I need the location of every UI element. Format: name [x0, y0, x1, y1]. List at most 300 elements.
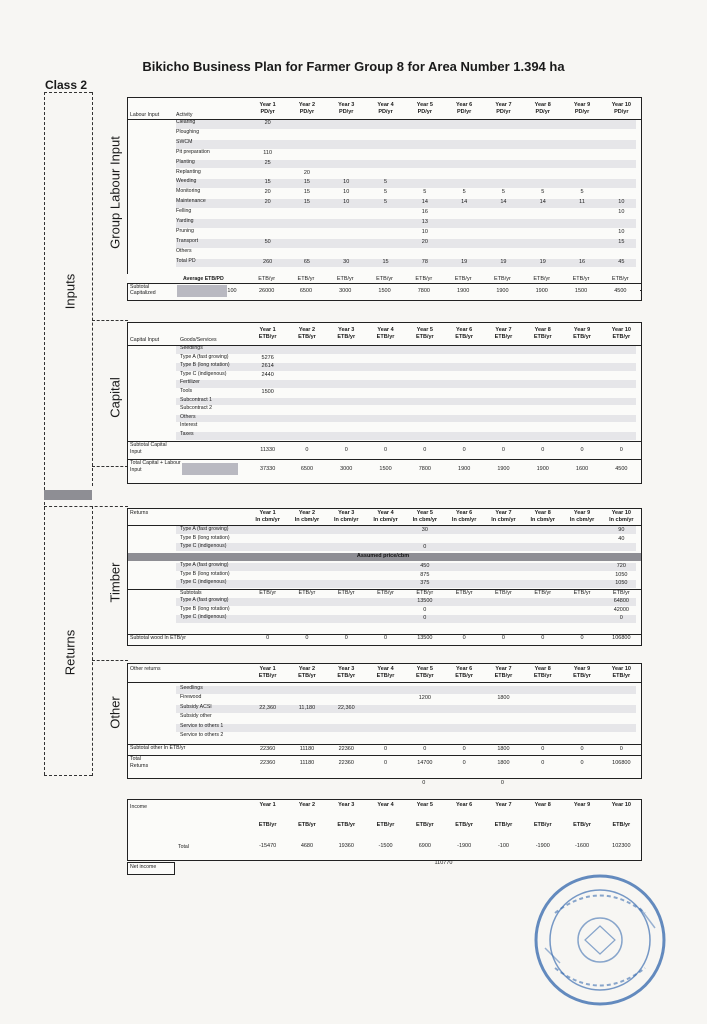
other-label: Firewood [180, 694, 202, 701]
labour-label: Total PD [176, 257, 196, 264]
labour-value: 20 [264, 199, 271, 206]
year-header: Year 7 ETB/yr [494, 666, 513, 679]
capital-total-value: 1900 [458, 466, 471, 472]
income-table [127, 799, 642, 861]
labour-label: Pit preparation [176, 148, 210, 155]
unit-label: ETB/yr [494, 822, 513, 828]
labour-label: Planting [176, 158, 195, 165]
bracket-top [44, 92, 92, 93]
timber-price-value: 1050 [615, 571, 628, 578]
average-label: Average ETB/PD [183, 276, 224, 282]
capital-label: Fertilizer [180, 379, 200, 386]
unit-label: ETB/yr [611, 276, 629, 282]
capital-label: Subcontract 1 [180, 396, 213, 403]
year-header: Year 9 PD/yr [573, 102, 591, 115]
capital-label: Type A (fast growing) [180, 353, 229, 360]
average-shaded-cell [177, 285, 227, 297]
unit-label: ETB/yr [376, 276, 393, 282]
year-header: Year 6 ETB/yr [455, 327, 474, 340]
labour-value: 5 [384, 179, 388, 186]
labour-value: 10 [618, 209, 625, 216]
other-label: Service to others 1 [180, 722, 224, 729]
year-header: Year 8 PD/yr [534, 102, 551, 115]
timber-subtotal-value: 0 [462, 635, 466, 641]
other-value: 1800 [497, 695, 510, 702]
income-label: Income [130, 804, 148, 810]
income-value: -1600 [575, 843, 590, 849]
year-header: Year 7 In cbm/yr [491, 510, 516, 523]
labour-subtotal-value: 1900 [535, 288, 548, 294]
labour-label: Clearing [176, 119, 196, 125]
below-value: 0 [422, 780, 426, 786]
labour-value: 15 [382, 258, 389, 265]
below-value: 0 [500, 780, 504, 786]
other-subtotal-label: Subtotal other In ETB/yr [130, 745, 186, 751]
page-title: Bikicho Business Plan for Farmer Group 8 for Area Number 1.394 ha [142, 59, 565, 74]
other-subtotal-value: 22360 [260, 746, 276, 752]
labour-subtotal-value: 1500 [574, 288, 588, 294]
labour-value: 19 [539, 258, 546, 265]
labour-bracket-bottom [92, 320, 128, 321]
income-total-label: Total [178, 844, 189, 850]
total-shaded-cell [182, 463, 238, 475]
timber-price-label: Type A (fast growing) [180, 562, 229, 568]
other-label: Service to others 2 [180, 732, 224, 738]
labour-value: 5 [541, 189, 545, 196]
average-value: 100 [227, 288, 237, 294]
year-header: Year 3 In cbm/yr [334, 510, 359, 523]
income-value: -1900 [535, 843, 550, 849]
year-header: Year 7 PD/yr [495, 102, 512, 115]
year-header: Year 8 ETB/yr [533, 666, 552, 679]
year-header: Year 6 [456, 802, 473, 808]
labour-header-input: Labour Input [130, 112, 160, 118]
year-header: Year 2 [298, 802, 316, 808]
capital-value: 5276 [261, 354, 274, 361]
year-header: Year 2 ETB/yr [298, 666, 316, 679]
other-total-value: 11180 [299, 760, 315, 766]
net-income-value: 110770 [434, 860, 453, 866]
other-subtotal-value: 22360 [338, 746, 354, 752]
labour-label: Yarding [176, 218, 194, 224]
income-value: 102300 [612, 843, 631, 849]
labour-label: Group Labour Input [107, 136, 123, 249]
timber-etb-value: 0 [423, 606, 427, 613]
timber-subtotal-value: 0 [541, 635, 545, 641]
timber-subtotal-value: 0 [344, 635, 348, 641]
year-header: Year 1 [259, 802, 276, 808]
unit-label: ETB/yr [495, 590, 512, 596]
outer-bracket-line [44, 92, 45, 775]
timber-etb-value: 0 [619, 615, 623, 622]
labour-label: Replanting [176, 168, 201, 175]
labour-subtotal-value: 26000 [259, 288, 275, 294]
timber-cbm-value: 30 [421, 527, 428, 533]
unit-label: ETB/yr [415, 276, 433, 282]
net-income-box [127, 862, 175, 875]
other-value: 1200 [418, 695, 431, 702]
other-total-label: Total Returns [130, 756, 149, 769]
income-value: 4680 [300, 843, 314, 849]
unit-label: ETB/yr [376, 822, 395, 828]
other-subtotal-value: 0 [462, 746, 466, 752]
labour-value: 15 [303, 189, 310, 196]
labour-label: Transport [176, 237, 199, 244]
labour-label: Maintenance [176, 198, 206, 205]
timber-price-value: 720 [616, 563, 626, 569]
capital-subtotal-value: 0 [344, 447, 348, 453]
year-header: Year 4 ETB/yr [376, 327, 395, 340]
capital-label: Seedlings [180, 345, 203, 351]
year-header: Year 5 [416, 802, 433, 808]
timber-price-value: 450 [420, 563, 430, 569]
labour-value: 25 [264, 159, 271, 166]
unit-label: ETB/yr [415, 822, 434, 828]
inputs-label: Inputs [62, 273, 78, 310]
returns-bracket-top [44, 506, 128, 507]
labour-label: Pruning [176, 227, 194, 234]
other-total-value: 1800 [497, 760, 510, 766]
labour-value: 14 [421, 199, 428, 206]
other-total-rule [128, 755, 641, 756]
capital-total-value: 1900 [536, 466, 549, 472]
income-value: 6900 [418, 843, 431, 849]
timber-price-label: Type C (indigenous) [180, 579, 227, 586]
labour-value: 20 [264, 120, 271, 126]
capital-total-value: 37330 [260, 466, 276, 472]
timber-bracket-bottom [92, 660, 128, 661]
timber-price-value: 375 [420, 580, 430, 587]
timber-subtotal-value: 0 [384, 635, 388, 641]
outer-bracket-bottom [44, 775, 92, 776]
labour-value: 14 [539, 199, 546, 206]
labour-value: 19 [461, 258, 468, 265]
labour-value: 15 [618, 238, 625, 245]
labour-label: Ploughing [176, 128, 200, 135]
labour-label: Weeding [176, 178, 197, 185]
class-label: Class 2 [45, 78, 88, 92]
year-header: Year 1 ETB/yr [258, 666, 277, 679]
other-total-value: 106800 [612, 760, 631, 766]
labour-table [127, 97, 642, 291]
year-header: Year 10 [611, 802, 631, 808]
capital-label: Interest [180, 422, 198, 429]
timber-etb-value: 64800 [613, 598, 629, 604]
labour-value: 19 [500, 258, 507, 265]
unit-label: ETB/yr [259, 590, 277, 596]
unit-label: ETB/yr [337, 822, 356, 828]
capital-total-value: 1600 [575, 466, 589, 472]
timber-price-value: 875 [420, 571, 430, 578]
year-header: Year 4 [377, 802, 394, 808]
labour-subtotal-value: 4500 [614, 288, 627, 294]
capital-total-value: 1500 [379, 466, 392, 472]
labour-value: 5 [423, 189, 427, 196]
capital-total-rule [128, 459, 641, 460]
labour-value: 5 [384, 189, 388, 196]
other-label: Other [107, 696, 123, 729]
capital-subtotal-value: 0 [580, 447, 584, 453]
labour-value: 5 [580, 189, 584, 196]
capital-subtotal-value: 0 [384, 447, 388, 453]
other-total-value: 0 [541, 760, 545, 766]
year-header: Year 8 ETB/yr [533, 327, 552, 340]
year-header: Year 3 ETB/yr [337, 327, 356, 340]
timber-price-value: 1050 [615, 580, 628, 587]
timber-cbm-value: 40 [618, 535, 625, 542]
other-subtotal-value: 0 [541, 746, 545, 752]
unit-label: ETB/yr [298, 822, 316, 828]
timber-etb-label: Type C (indigenous) [180, 614, 227, 621]
unit-label: ETB/yr [612, 822, 631, 828]
unit-label: ETB/yr [612, 590, 630, 596]
capital-label: Subcontract 2 [180, 405, 213, 412]
unit-label: ETB/yr [377, 590, 394, 596]
year-header: Year 3 ETB/yr [337, 666, 356, 679]
labour-value: 10 [343, 199, 350, 206]
unit-label: ETB/yr [573, 590, 591, 596]
unit-label: ETB/yr [297, 276, 315, 282]
capital-total-value: 6500 [300, 466, 314, 472]
timber-subtotal-value: 0 [266, 635, 270, 641]
timber-cbm-value: 90 [618, 527, 625, 533]
labour-label: Others [176, 247, 192, 254]
year-header: Year 10 In cbm/yr [609, 510, 634, 523]
labour-value: 45 [618, 258, 625, 265]
timber-subtotal-value: 0 [580, 635, 584, 641]
capital-label: Taxes [180, 431, 194, 437]
labour-value: 50 [264, 238, 271, 245]
year-header: Year 5 ETB/yr [415, 327, 434, 340]
unit-label: ETB/yr [258, 822, 277, 828]
labour-value: 5 [501, 189, 505, 196]
other-label: Subsidy other [180, 713, 212, 720]
labour-subtotal-value: 6500 [299, 288, 313, 294]
timber-etb-value: 13500 [417, 598, 433, 604]
section-divider [44, 490, 92, 500]
unit-label: ETB/yr [455, 590, 473, 596]
labour-value: 260 [263, 258, 273, 265]
labour-subtotal-label: Subtotal Capitalized [130, 284, 156, 296]
labour-subtotal-table [127, 274, 640, 300]
labour-value: 10 [343, 189, 350, 196]
labour-subtotal-value: 1900 [457, 288, 470, 294]
labour-value: 15 [303, 179, 310, 186]
other-total-value: 0 [462, 760, 466, 766]
unit-label: ETB/yr [534, 590, 552, 596]
year-header: Year 2 In cbm/yr [294, 510, 320, 523]
unit-label: ETB/yr [298, 590, 316, 596]
timber-cbm-label: Type B (long rotation) [180, 534, 230, 541]
year-header: Year 6 PD/yr [456, 102, 473, 115]
timber-subtotal-value: 13500 [417, 635, 433, 641]
capital-subtotal-label: Subtotal Capital Input [130, 442, 167, 455]
year-header: Year 5 PD/yr [416, 102, 433, 115]
other-total-value: 22360 [260, 760, 276, 766]
labour-subtotal-value: 3000 [339, 288, 352, 294]
capital-total-value: 7800 [418, 466, 431, 472]
capital-total-value: 3000 [340, 466, 353, 472]
timber-table [127, 508, 642, 646]
returns-bracket-line [92, 506, 93, 776]
year-header: Year 10 ETB/yr [611, 327, 631, 340]
labour-value: 11 [579, 199, 585, 206]
labour-value: 10 [618, 228, 625, 235]
other-subtotal-value: 0 [580, 746, 584, 752]
year-header: Year 6 ETB/yr [455, 666, 474, 679]
labour-value: 5 [384, 199, 388, 206]
labour-value: 14 [461, 199, 468, 206]
year-header: Year 8 [534, 802, 551, 808]
year-header: Year 7 ETB/yr [494, 327, 513, 340]
capital-subtotal-value: 0 [541, 447, 545, 453]
capital-total-value: 1900 [497, 466, 510, 472]
other-subtotal-value: 1800 [497, 746, 510, 752]
labour-value: 30 [343, 258, 350, 265]
inputs-bracket-line [92, 92, 93, 486]
year-header: Year 9 ETB/yr [573, 327, 591, 340]
timber-etb-value: 0 [423, 615, 427, 622]
year-header: Year 7 [495, 802, 512, 808]
labour-value: 14 [500, 199, 507, 206]
income-value: -15470 [259, 843, 277, 849]
capital-label: Tools [180, 388, 193, 394]
labour-subtotal-value: 7800 [417, 288, 430, 294]
year-header: Year 9 [573, 802, 591, 808]
year-header: Year 5 ETB/yr [415, 666, 434, 679]
year-header: Year 10 PD/yr [611, 102, 631, 115]
income-value: -1500 [378, 843, 393, 849]
year-header: Year 1 In cbm/yr [255, 510, 280, 523]
capital-total-label: Total Capital + Labour Input [130, 460, 181, 473]
timber-etb-value: 42000 [613, 606, 629, 613]
labour-label: SWCM [176, 138, 193, 145]
year-header: Year 8 In cbm/yr [530, 510, 555, 523]
other-value: 22,360 [259, 704, 277, 711]
income-value: 19360 [338, 843, 354, 849]
other-header: Other returns [130, 666, 161, 672]
timber-etb-label: Type B (long rotation) [180, 605, 230, 612]
capital-subtotal-value: 0 [501, 447, 505, 453]
capital-label: Type C (indigenous) [180, 370, 227, 377]
year-header: Year 2 ETB/yr [298, 327, 316, 340]
unit-label: ETB/yr [533, 822, 552, 828]
other-table [127, 663, 642, 779]
timber-subtotal-label: Subtotal wood In ETB/yr [130, 635, 186, 641]
year-header: Year 1 ETB/yr [258, 327, 277, 340]
net-income-label: Net income [130, 864, 157, 870]
year-header: Year 1 PD/yr [259, 102, 276, 115]
other-label: Subsidy ACSI [180, 703, 212, 710]
timber-subtotal-value: 0 [501, 635, 505, 641]
labour-value: 15 [303, 199, 310, 206]
labour-header-activity: Activity [176, 112, 193, 118]
year-header: Year 6 In cbm/yr [451, 510, 477, 523]
capital-total-value: 4500 [615, 466, 628, 472]
labour-value: 16 [421, 209, 428, 216]
labour-subtotal-value: 1900 [496, 288, 509, 294]
timber-header: Returns [130, 510, 149, 516]
labour-value: 5 [462, 189, 466, 196]
other-subtotal-value: 0 [384, 746, 388, 752]
capital-value: 1500 [261, 389, 274, 395]
income-value: -100 [497, 843, 509, 849]
other-subtotal-value: 11180 [299, 746, 315, 752]
subtotals-label: Subtotals [180, 590, 202, 596]
capital-label: Others [180, 413, 196, 420]
labour-label: Felling [176, 208, 192, 215]
other-total-value: 22360 [338, 760, 354, 766]
year-header: Year 3 [338, 802, 355, 808]
timber-cbm-label: Type A (fast growing) [180, 526, 229, 532]
unit-label: ETB/yr [572, 276, 590, 282]
returns-label: Returns [62, 629, 78, 676]
year-header: Year 3 PD/yr [338, 102, 355, 115]
unit-label: ETB/yr [258, 276, 276, 282]
unit-label: ETB/yr [533, 276, 551, 282]
capital-subtotal-value: 11330 [260, 447, 276, 453]
labour-value: 10 [343, 179, 350, 186]
timber-etb-label: Type A (fast growing) [180, 597, 229, 603]
capital-value: 2614 [261, 363, 274, 370]
income-value: -1900 [457, 843, 472, 849]
other-subtotal-value: 0 [423, 746, 427, 752]
year-header: Year 4 PD/yr [377, 102, 394, 115]
capital-value: 2440 [261, 371, 274, 378]
unit-label: ETB/yr [416, 590, 434, 596]
other-total-value: 0 [580, 760, 584, 766]
year-header: Year 5 In cbm/yr [412, 510, 438, 523]
labour-value: 78 [421, 258, 428, 265]
labour-label: Monitoring [176, 188, 201, 195]
timber-label: Timber [107, 562, 123, 603]
labour-value: 20 [303, 169, 310, 176]
timber-cbm-label: Type C (indigenous) [180, 543, 227, 550]
organization-stamp [515, 868, 685, 1018]
labour-value: 13 [421, 219, 428, 225]
labour-value: 15 [264, 179, 271, 186]
timber-cbm-value: 0 [423, 544, 427, 551]
capital-table [127, 322, 642, 484]
capital-label: Capital [107, 377, 123, 418]
year-header: Year 9 In cbm/yr [569, 510, 595, 523]
capital-subtotal-value: 0 [619, 447, 623, 453]
other-total-value: 14700 [417, 760, 433, 766]
other-header-rule [128, 682, 641, 683]
other-subtotal-value: 0 [619, 746, 623, 752]
labour-value: 110 [263, 149, 273, 156]
labour-value: 65 [303, 258, 310, 265]
labour-value: 10 [618, 199, 625, 206]
labour-subtotal-value: 1500 [378, 288, 391, 294]
labour-value: 10 [421, 228, 428, 235]
price-header: Assumed price/cbm [356, 553, 410, 559]
other-value: 11,180 [298, 704, 316, 711]
unit-label: ETB/yr [573, 822, 591, 828]
labour-value: 20 [421, 238, 428, 245]
year-header: Year 9 ETB/yr [573, 666, 591, 679]
other-total-value: 0 [384, 760, 388, 766]
capital-subtotal-rule [128, 441, 641, 442]
timber-price-label: Type B (long rotation) [180, 570, 230, 577]
other-label: Seedlings [180, 685, 203, 691]
year-header: Year 2 PD/yr [298, 102, 316, 115]
year-header: Year 10 ETB/yr [611, 666, 631, 679]
unit-label: ETB/yr [494, 276, 511, 282]
capital-subtotal-value: 0 [423, 447, 427, 453]
year-header: Year 4 In cbm/yr [373, 510, 398, 523]
unit-label: ETB/yr [336, 276, 354, 282]
